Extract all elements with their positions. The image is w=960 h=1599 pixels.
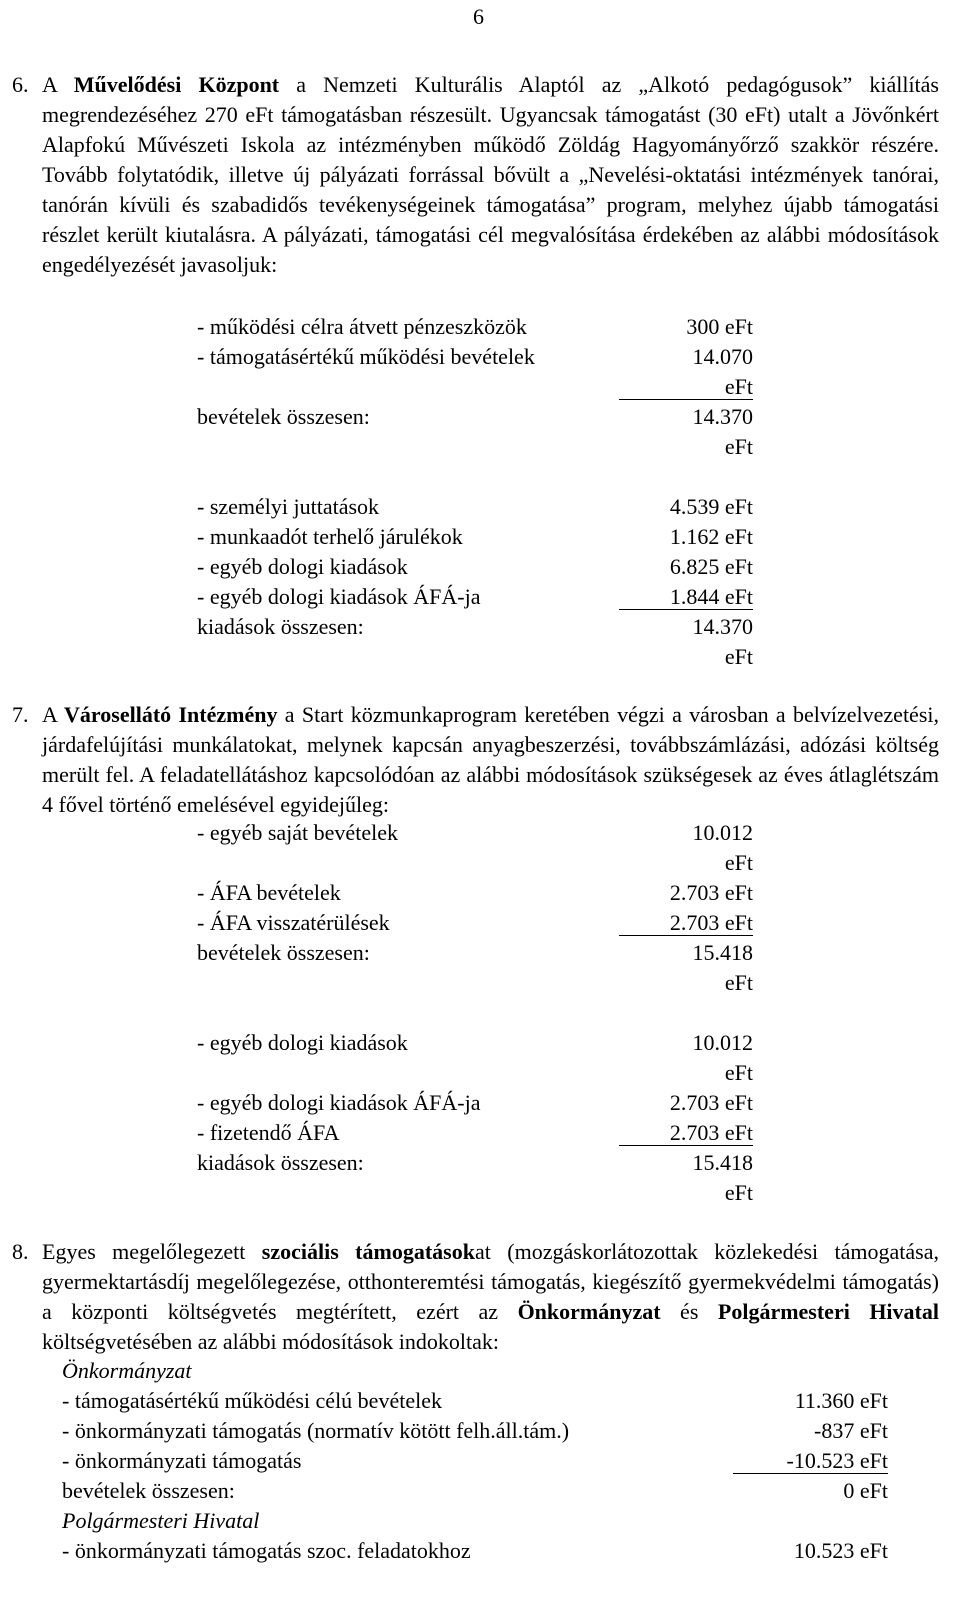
row-value: 300 eFt (686, 314, 753, 339)
row-label: - önkormányzati támogatás (normatív kötött felh.áll.tám.) (62, 1418, 570, 1443)
row-label: - egyéb dologi kiadások (197, 554, 408, 579)
row-label: - önkormányzati támogatás szoc. feladatokhoz (62, 1538, 471, 1563)
row-label: - egyéb saját bevételek (197, 820, 398, 845)
row-value: 11.360 eFt (794, 1388, 888, 1413)
subheading-polgarmesteri-hivatal: Polgármesteri Hivatal (62, 1508, 260, 1533)
section-number: 6. (12, 72, 29, 97)
sum-rule (619, 1145, 753, 1146)
table-row (197, 1148, 753, 1178)
table-row (197, 1058, 753, 1088)
row-label: - egyéb dologi kiadások (197, 1030, 408, 1055)
table-row (197, 372, 753, 402)
row-value: 2.703 eFt (669, 910, 753, 935)
section-paragraph: A Művelődési Központ a Nemzeti Kulturális Alaptól az „Alkotó pedagógusok” kiállítás megrendezéséhez 270 eFt támogatásban részesült. Ugyancsak támogatást (30 eFt) utalt a Jövőnkért Alapfokú Művészeti Iskola az intézményben működő Zöldág Hagyományőrző szakkör részére. Tovább folytatódik, illetve új pályázati forrással bővült a „Nevelési-oktatási intézmények tanórai, tanórán kívüli és szabadidős tevékenységeinek támogatása” program, melyhez újabb támogatási részlet került kiutalásra. A pályázati, támogatási cél megvalósítása érdekében az alábbi módosítások engedélyezését javasoljuk: (42, 72, 939, 277)
row-value: 6.825 eFt (669, 554, 753, 579)
section-6 (12, 70, 939, 280)
section-number: 7. (12, 702, 29, 727)
row-label: - fizetendő ÁFA (197, 1120, 340, 1145)
row-value: 10.012 (692, 820, 753, 845)
row-label: - működési célra átvett pénzeszközök (197, 314, 527, 339)
row-label: kiadások összesen: (197, 1150, 364, 1175)
row-label: - egyéb dologi kiadások ÁFÁ-ja (197, 1090, 481, 1115)
section-paragraph: Egyes megelőlegezett szociális támogatásokat (mozgáskorlátozottak közlekedési támogatása, gyermektartásdíj megelőlegezése, otthonteremtési támogatás, kiegészítő gyermekvédelmi támogatás) a központi költségvetés megtérített, ezért az Önkormányzat és Polgármesteri Hivatal költségvetésében az alábbi módosítások indokoltak: (42, 1239, 939, 1354)
sum-rule (619, 399, 753, 400)
row-value: eFt (724, 374, 753, 399)
table-row (62, 1446, 888, 1476)
table-row (62, 1386, 888, 1416)
budget-table-7 (197, 818, 753, 1208)
row-value: 10.523 eFt (793, 1538, 888, 1563)
table-row (197, 1088, 753, 1118)
table-row (197, 818, 753, 848)
bold-name: Művelődési Központ (73, 72, 280, 97)
sum-rule (619, 609, 753, 610)
row-label: - ÁFA bevételek (197, 880, 341, 905)
row-value: eFt (724, 850, 753, 875)
budget-table-8a (62, 1386, 888, 1506)
row-value: 2.703 eFt (669, 1090, 753, 1115)
sum-rule (733, 1473, 888, 1474)
section-7 (12, 700, 939, 820)
row-value: 1.162 eFt (669, 524, 753, 549)
row-label: bevételek összesen: (62, 1478, 235, 1503)
row-value: 2.703 eFt (669, 1120, 753, 1145)
table-row (197, 878, 753, 908)
table-row (197, 1028, 753, 1058)
row-value: 0 eFt (843, 1478, 888, 1503)
bold-name: Városellátó Intézmény (64, 702, 278, 727)
table-row (62, 1476, 888, 1506)
table-row (197, 998, 753, 1028)
row-value: 14.370 (692, 404, 753, 429)
budget-table-6 (197, 312, 753, 672)
row-value: -10.523 eFt (786, 1448, 888, 1473)
table-row (197, 312, 753, 342)
row-label: - támogatásértékű működési bevételek (197, 344, 535, 369)
bold-term: szociális támogatások (261, 1239, 475, 1264)
row-label: bevételek összesen: (197, 940, 370, 965)
sum-rule (619, 935, 753, 936)
row-value: 14.070 (692, 344, 753, 369)
row-value: 15.418 (692, 1150, 753, 1175)
row-label: bevételek összesen: (197, 404, 370, 429)
row-label: - munkaadót terhelő járulékok (197, 524, 463, 549)
row-value: eFt (724, 644, 753, 669)
bold-term: Polgármesteri Hivatal (717, 1299, 939, 1324)
row-value: eFt (724, 970, 753, 995)
row-value: eFt (724, 434, 753, 459)
table-row (197, 522, 753, 552)
section-paragraph: A Városellátó Intézmény a Start közmunkaprogram keretében végzi a városban a belvízelvezetési, járdafelújítási munkálatokat, melynek kapcsán anyagbeszerzési, továbbszámlázási, adózási költség merült fel. A feladatellátáshoz kapcsolódóan az alábbi módosítások szükségesek az éves átlaglétszám 4 fővel történő emelésével egyidejűleg: (42, 702, 939, 817)
table-row (197, 848, 753, 878)
section-number: 8. (12, 1239, 29, 1264)
table-row (197, 582, 753, 612)
row-value: 15.418 (692, 940, 753, 965)
table-row (197, 642, 753, 672)
table-row (197, 1178, 753, 1208)
row-label: - egyéb dologi kiadások ÁFÁ-ja (197, 584, 481, 609)
row-value: 4.539 eFt (669, 494, 753, 519)
table-row (197, 968, 753, 998)
subheading-onkormanyzat: Önkormányzat (62, 1358, 192, 1383)
row-value: 10.012 (692, 1030, 753, 1055)
page-number: 6 (473, 4, 484, 29)
table-row (62, 1416, 888, 1446)
table-row (197, 462, 753, 492)
row-label: - ÁFA visszatérülések (197, 910, 390, 935)
row-label: - személyi juttatások (197, 494, 380, 519)
row-label: - önkormányzati támogatás (62, 1448, 302, 1473)
table-row (197, 492, 753, 522)
table-row (62, 1536, 888, 1566)
table-row (197, 342, 753, 372)
table-row (197, 432, 753, 462)
row-label: kiadások összesen: (197, 614, 364, 639)
row-label: - támogatásértékű működési célú bevételek (62, 1388, 442, 1413)
row-value: -837 eFt (814, 1418, 888, 1443)
bold-term: Önkormányzat (517, 1299, 661, 1324)
row-value: 2.703 eFt (669, 880, 753, 905)
row-value: 14.370 (692, 614, 753, 639)
row-value: eFt (724, 1180, 753, 1205)
table-row (197, 552, 753, 582)
table-row (197, 938, 753, 968)
budget-table-8b (62, 1536, 888, 1566)
table-row (197, 908, 753, 938)
row-value: 1.844 eFt (669, 584, 753, 609)
row-value: eFt (724, 1060, 753, 1085)
table-row (197, 612, 753, 642)
section-8 (12, 1237, 939, 1357)
table-row (197, 402, 753, 432)
table-row (197, 1118, 753, 1148)
